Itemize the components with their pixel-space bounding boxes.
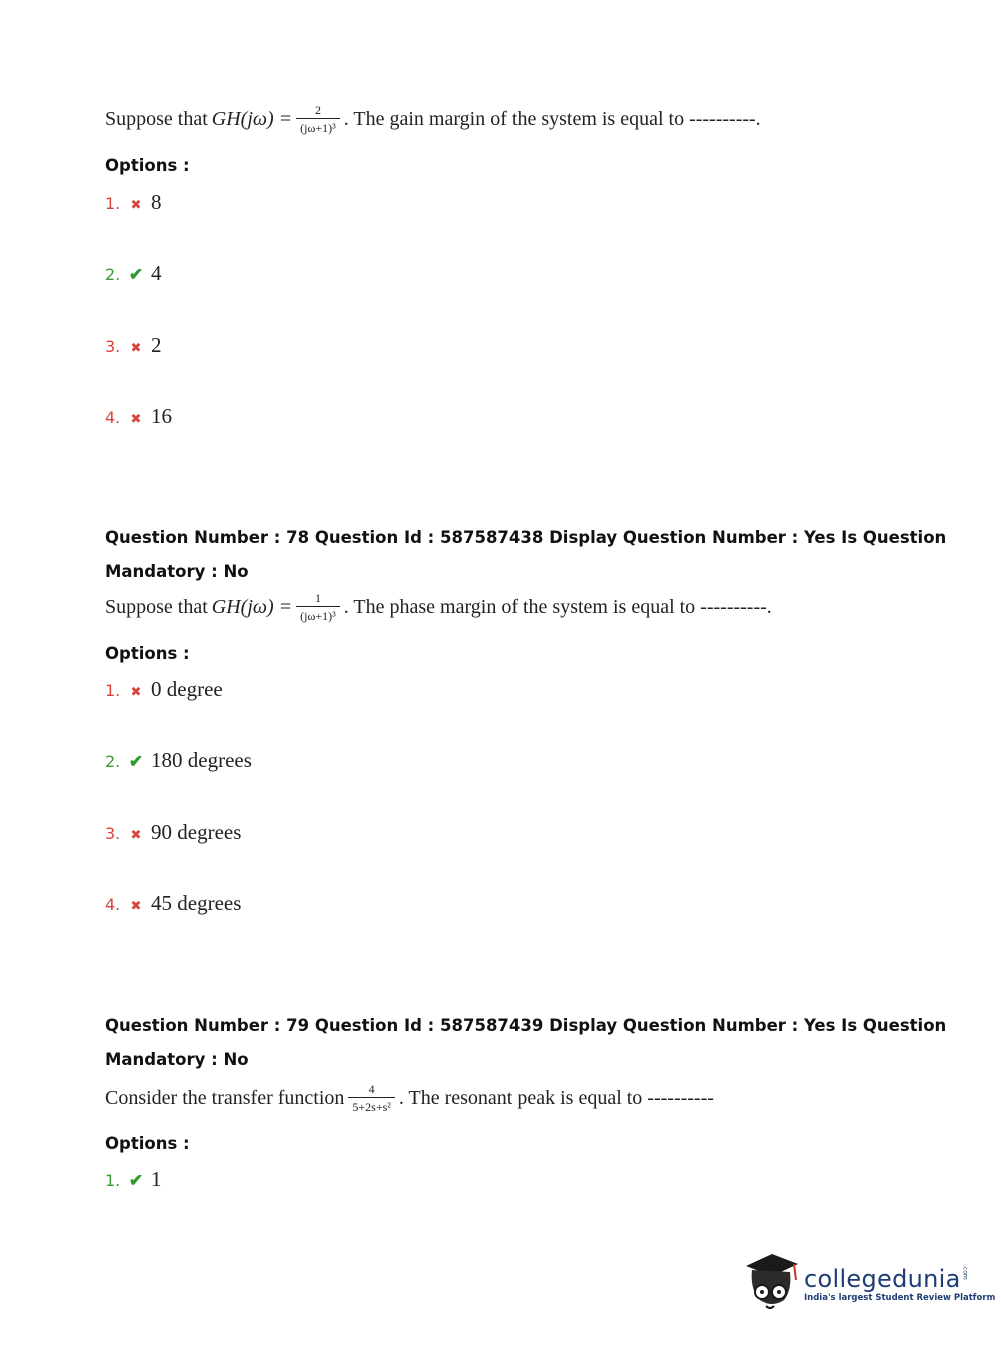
option-text: 0 degree <box>151 677 223 701</box>
wrong-cross-icon: ✖ <box>130 197 142 212</box>
q78-fraction-numerator: 1 <box>314 591 321 605</box>
q77-options-label: Options : <box>105 156 190 175</box>
student-mascot-icon <box>742 1250 800 1317</box>
q77-stem-suffix: . The gain margin of the system is equal to ----------. <box>343 107 761 130</box>
wrong-cross-icon: ✖ <box>130 898 142 913</box>
q78-option-1[interactable] <box>105 677 223 702</box>
q79-stem <box>105 1083 714 1113</box>
q79-fraction-denominator: 5+2s+s² <box>348 1097 394 1113</box>
q77-stem <box>105 104 761 134</box>
logo-wordmark: collegedunia <box>804 1264 961 1293</box>
option-text: 45 degrees <box>151 891 242 915</box>
q79-stem-suffix: . The resonant peak is equal to ---------- <box>398 1086 714 1109</box>
option-text: 8 <box>151 190 162 214</box>
q79-option-1[interactable] <box>105 1167 162 1192</box>
correct-check-icon: ✔ <box>128 752 144 771</box>
q77-option-4[interactable] <box>105 404 172 429</box>
option-index: 4. <box>105 408 121 427</box>
wrong-cross-icon: ✖ <box>130 340 142 355</box>
wrong-cross-icon: ✖ <box>130 684 142 699</box>
q77-option-2[interactable] <box>105 261 162 286</box>
q79-fraction-numerator: 4 <box>368 1082 375 1096</box>
logo-tagline: India's largest Student Review Platform <box>804 1292 996 1303</box>
q77-fraction-numerator: 2 <box>314 103 321 117</box>
wrong-cross-icon: ✖ <box>130 411 142 426</box>
option-index: 3. <box>105 337 121 356</box>
option-index: 1. <box>105 194 121 213</box>
q78-option-2[interactable] <box>105 748 252 773</box>
q78-fraction <box>296 592 340 622</box>
q78-heading-line2: Mandatory : No <box>105 562 249 581</box>
q78-stem-variable: GH(jω) = <box>211 595 293 618</box>
option-index: 3. <box>105 824 121 843</box>
q78-stem <box>105 592 772 622</box>
q78-fraction-denominator: (jω+1)³ <box>296 606 340 622</box>
option-index: 4. <box>105 895 121 914</box>
q78-heading-line1: Question Number : 78 Question Id : 587587438 Display Question Number : Yes Is Question <box>105 528 947 547</box>
option-index: 2. <box>105 265 121 284</box>
option-text: 4 <box>151 261 162 285</box>
option-text: 90 degrees <box>151 820 242 844</box>
q79-heading-line1: Question Number : 79 Question Id : 587587439 Display Question Number : Yes Is Question <box>105 1016 947 1035</box>
q79-options-label: Options : <box>105 1134 190 1153</box>
option-text: 1 <box>151 1167 162 1191</box>
q79-stem-prefix: Consider the transfer function <box>105 1086 345 1109</box>
q78-option-3[interactable] <box>105 820 241 845</box>
q77-option-1[interactable] <box>105 190 162 215</box>
option-index: 1. <box>105 681 121 700</box>
q77-fraction <box>296 104 340 134</box>
wrong-cross-icon: ✖ <box>130 827 142 842</box>
collegedunia-logo <box>742 1250 995 1317</box>
q78-option-4[interactable] <box>105 891 241 916</box>
option-text: 16 <box>151 404 172 428</box>
q77-fraction-denominator: (jω+1)³ <box>296 118 340 134</box>
correct-check-icon: ✔ <box>128 1171 144 1190</box>
q79-fraction <box>348 1083 394 1113</box>
option-text: 2 <box>151 333 162 357</box>
option-index: 1. <box>105 1171 121 1190</box>
q77-option-3[interactable] <box>105 333 162 358</box>
option-index: 2. <box>105 752 121 771</box>
q78-options-label: Options : <box>105 644 190 663</box>
logo-domain-suffix: .com <box>961 1264 969 1280</box>
q79-heading-line2: Mandatory : No <box>105 1050 249 1069</box>
q78-stem-prefix: Suppose that <box>105 595 208 618</box>
q77-stem-prefix: Suppose that <box>105 107 208 130</box>
q78-stem-suffix: . The phase margin of the system is equal to ----------. <box>343 595 772 618</box>
q77-stem-variable: GH(jω) = <box>211 107 293 130</box>
option-text: 180 degrees <box>151 748 252 772</box>
correct-check-icon: ✔ <box>128 265 144 284</box>
